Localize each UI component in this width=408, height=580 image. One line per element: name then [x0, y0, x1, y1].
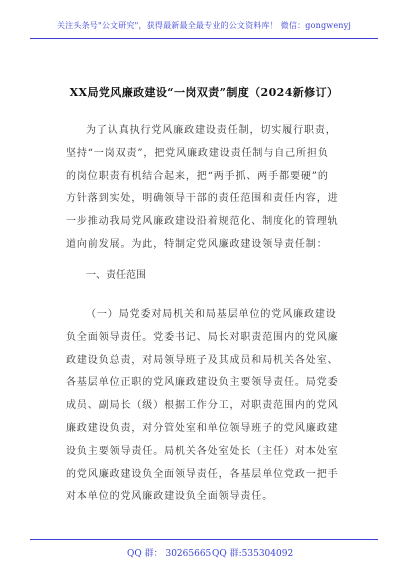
footer [0, 546, 408, 560]
section-heading: 一、责任范围 [86, 270, 146, 281]
paragraph-line: 成员、副局长（级）根据工作分工，对职责范围内的党风 [66, 400, 339, 412]
intro-paragraph [66, 120, 348, 257]
paragraph-line: 的岗位职责有机结合起来，把“两手抓、两手都要硬”的 [66, 170, 329, 182]
document-title: XX局党风廉政建设“一岗双责”制度（2024新修订） [69, 86, 339, 99]
paragraph-line: 对本单位的党风廉政建设负全面领导责任。 [66, 491, 274, 503]
paragraph-line: 一步推动我局党风廉政建设沿着规范化、制度化的管理轨 [66, 216, 339, 228]
qq-group-1: QQ 群： 30265665 [127, 549, 212, 559]
section-paragraph [66, 304, 348, 509]
paragraph-line: 方针落到实处，明确领导干部的责任范围和责任内容，进 [66, 193, 339, 205]
paragraph-line: 坚持“一岗双责”，把党风廉政建设责任制与自己所担负 [66, 147, 329, 159]
paragraph-line: 负全面领导责任。党委书记、局长对职责范围内的党风廉 [66, 331, 339, 343]
paragraph-line: 为了认真执行党风廉政建设责任制，切实履行职责， [86, 125, 337, 136]
paragraph-line: 道向前发展。为此，特制定党风廉政建设领导责任制： [66, 238, 328, 250]
qq-group-2: QQ 群:535304092 [212, 549, 294, 559]
paragraph-line: 政建设负总责，对局领导班子及其成员和局机关各处室、 [66, 354, 339, 366]
header-divider [30, 38, 378, 39]
paragraph-line: 各基层单位正职的党风廉政建设负主要领导责任。局党委 [66, 377, 339, 389]
paragraph-line: 设负主要领导责任。局机关各处室处长（主任）对本处室 [66, 445, 339, 457]
paragraph-line: 的党风廉政建设负全面领导责任，各基层单位党政一把手 [66, 468, 339, 480]
paragraph-line: 廉政建设负责，对分管处室和单位领导班子的党风廉政建 [66, 422, 339, 434]
paragraph-line: （一）局党委对局机关和局基层单位的党风廉政建设 [86, 309, 337, 320]
footer-divider [30, 539, 378, 540]
header-notice: 关注头条号"公文研究"，获得最新最全最专业的公文资料库！ 微信：gongwenyj [56, 21, 352, 30]
